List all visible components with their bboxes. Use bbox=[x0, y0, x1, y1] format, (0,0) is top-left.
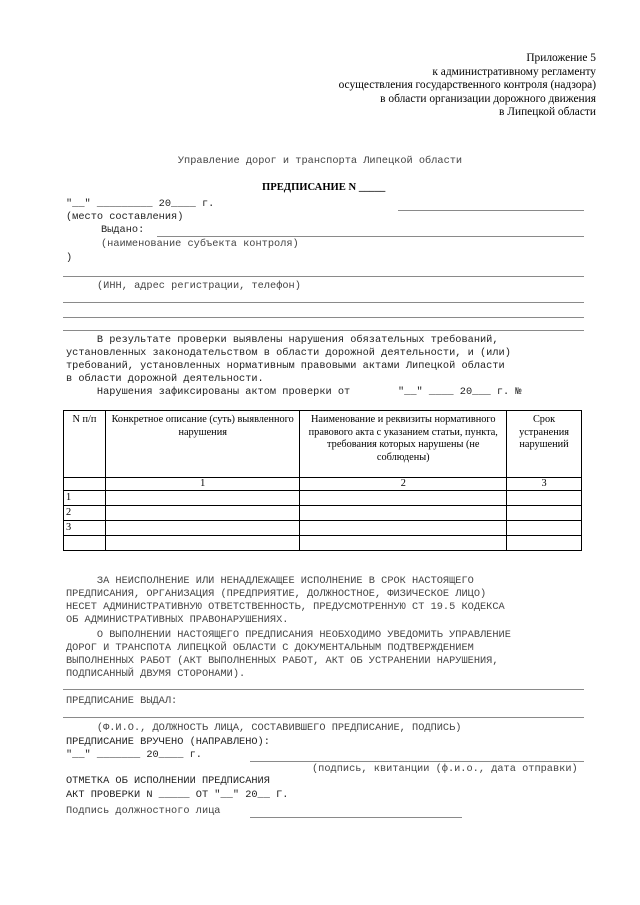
delivered-date: "__" _______ 20____ г. bbox=[66, 749, 202, 761]
column-number: 1 bbox=[105, 478, 300, 491]
blank-line bbox=[63, 302, 584, 303]
act-reference-label: Нарушения зафиксированы актом проверки от bbox=[66, 386, 351, 398]
appendix-line: в Липецкой области bbox=[499, 106, 596, 119]
delivered-label: ПРЕДПИСАНИЕ ВРУЧЕНО (НАПРАВЛЕНО): bbox=[66, 736, 270, 748]
appendix-line: к административному регламенту bbox=[432, 65, 596, 78]
separator-line bbox=[63, 689, 584, 690]
intro-line: В результате проверки выявлены нарушения обязательных требований, bbox=[66, 334, 499, 346]
header-violation-description: Конкретное описание (суть) выявленного нарушения bbox=[105, 411, 300, 478]
organization-title: Управление дорог и транспорта Липецкой области bbox=[177, 155, 463, 167]
column-number: 3 bbox=[507, 478, 582, 491]
table-row bbox=[64, 521, 582, 536]
official-signature-line bbox=[250, 817, 462, 818]
warning-line: ПРЕДПИСАНИЯ, ОРГАНИЗАЦИЯ (ПРЕДПРИЯТИЕ, ДОЛЖНОСТНОЕ, ФИЗИЧЕСКОЕ ЛИЦО) bbox=[66, 588, 487, 600]
header-deadline: Срок устранения нарушений bbox=[507, 411, 582, 478]
notify-line: О ВЫПОЛНЕНИИ НАСТОЯЩЕГО ПРЕДПИСАНИЯ НЕОБХОДИМО УВЕДОМИТЬ УПРАВЛЕНИЕ bbox=[66, 629, 511, 641]
notify-line: ПОДПИСАННЫЙ ДВУМЯ СТОРОНАМИ). bbox=[66, 668, 246, 680]
table-cell bbox=[105, 536, 300, 551]
table-row bbox=[64, 506, 582, 521]
delivery-signature-line bbox=[250, 761, 584, 762]
issued-to-line bbox=[157, 236, 584, 237]
place-label: (место составления) bbox=[66, 211, 184, 223]
column-number bbox=[64, 478, 106, 491]
intro-line: в области дорожной деятельности. bbox=[66, 373, 264, 385]
blank-line bbox=[63, 330, 584, 331]
row-number bbox=[64, 536, 106, 551]
table-cell bbox=[105, 506, 300, 521]
header-legal-act: Наименование и реквизиты нормативного правового акта с указанием статьи, пункта, требования которых нарушены (не соблюдены) bbox=[300, 411, 507, 478]
table-cell bbox=[507, 491, 582, 506]
column-number-row bbox=[64, 478, 582, 491]
table-cell bbox=[507, 506, 582, 521]
table-row bbox=[64, 536, 582, 551]
blank-line bbox=[63, 317, 584, 318]
official-signature-label: Подпись должностного лица bbox=[66, 805, 221, 817]
issued-to-label: Выдано: bbox=[101, 224, 145, 236]
appendix-line: осуществления государственного контроля (надзора) bbox=[338, 79, 596, 92]
row-number: 1 bbox=[64, 491, 106, 506]
appendix-line: в области организации дорожного движения bbox=[380, 92, 596, 105]
document-title: ПРЕДПИСАНИЕ N _____ bbox=[262, 182, 386, 193]
execution-mark-title: ОТМЕТКА ОБ ИСПОЛНЕНИИ ПРЕДПИСАНИЯ bbox=[66, 775, 270, 787]
warning-line: ЗА НЕИСПОЛНЕНИЕ ИЛИ НЕНАДЛЕЖАЩЕЕ ИСПОЛНЕНИЕ В СРОК НАСТОЯЩЕГО bbox=[66, 575, 474, 587]
issuer-caption: (Ф.И.О., ДОЛЖНОСТЬ ЛИЦА, СОСТАВИВШЕГО ПРЕДПИСАНИЕ, ПОДПИСЬ) bbox=[66, 722, 462, 734]
table-cell bbox=[105, 491, 300, 506]
signature-caption: (подпись, квитанции (ф.и.о., дата отправки) bbox=[312, 763, 578, 775]
warning-line: НЕСЕТ АДМИНИСТРАТИВНУЮ ОТВЕТСТВЕННОСТЬ, ПРЕДУСМОТРЕННУЮ СТ 19.5 КОДЕКСА bbox=[66, 601, 505, 613]
violations-table bbox=[63, 410, 582, 551]
appendix-line: Приложение 5 bbox=[526, 52, 596, 64]
appendix-header bbox=[339, 52, 596, 120]
intro-line: требований, установленных нормативным правовыми актами Липецкой области bbox=[66, 360, 505, 372]
issuer-line bbox=[63, 717, 584, 718]
table-cell bbox=[507, 521, 582, 536]
table-row bbox=[64, 491, 582, 506]
act-reference-date: "__" ____ 20___ г. № bbox=[398, 386, 522, 398]
closing-paren: ) bbox=[66, 252, 73, 264]
subject-caption: (наименование субъекта контроля) bbox=[101, 238, 299, 250]
row-number: 3 bbox=[64, 521, 106, 536]
place-line bbox=[398, 210, 584, 211]
table-cell bbox=[300, 506, 507, 521]
table-cell bbox=[300, 536, 507, 551]
intro-line: установленных законодательством в области дорожной деятельности, и (или) bbox=[66, 347, 511, 359]
check-act-line: АКТ ПРОВЕРКИ N _____ ОТ "__" 20__ Г. bbox=[66, 789, 289, 801]
header-number: N п/п bbox=[64, 411, 106, 478]
issue-date: "__" _________ 20____ г. bbox=[66, 198, 215, 210]
notify-line: ВЫПОЛНЕННЫХ РАБОТ (АКТ ВЫПОЛНЕННЫХ РАБОТ, АКТ ОБ УСТРАНЕНИИ НАРУШЕНИЯ, bbox=[66, 655, 499, 667]
subject-line bbox=[63, 276, 584, 277]
column-number: 2 bbox=[300, 478, 507, 491]
table-cell bbox=[105, 521, 300, 536]
warning-line: ОБ АДМИНИСТРАТИВНЫХ ПРАВОНАРУШЕНИЯХ. bbox=[66, 614, 289, 626]
inn-caption: (ИНН, адрес регистрации, телефон) bbox=[97, 280, 301, 292]
notify-line: ДОРОГ И ТРАНСПОТА ЛИПЕЦКОЙ ОБЛАСТИ С ДОКУМЕНТАЛЬНЫМ ПОДТВЕРЖДЕНИЕМ bbox=[66, 642, 474, 654]
table-header-row bbox=[64, 411, 582, 478]
table-cell bbox=[507, 536, 582, 551]
table-cell bbox=[300, 521, 507, 536]
issued-by-label: ПРЕДПИСАНИЕ ВЫДАЛ: bbox=[66, 695, 178, 707]
row-number: 2 bbox=[64, 506, 106, 521]
table-cell bbox=[300, 491, 507, 506]
